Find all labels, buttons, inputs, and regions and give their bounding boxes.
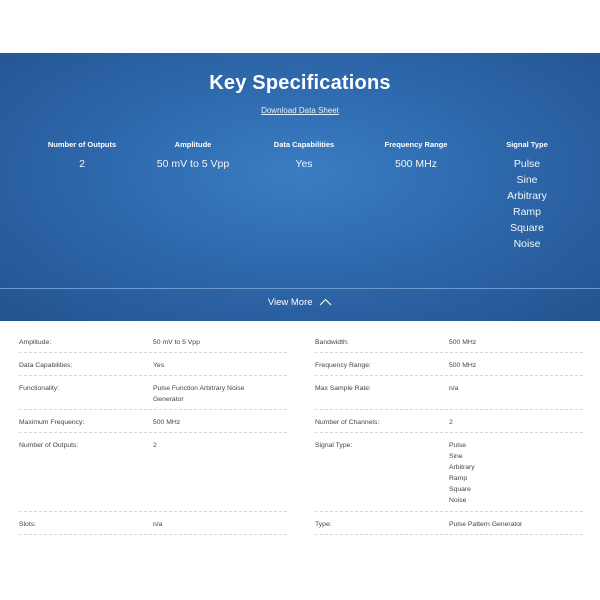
spec-value: 50 mV to 5 Vpp xyxy=(156,158,230,170)
spec-row-label: Number of Channels: xyxy=(315,419,380,426)
spec-row-value: Ramp xyxy=(449,475,468,482)
spec-row-value: Pulse xyxy=(449,442,467,449)
spec-row-label: Number of Outputs: xyxy=(19,442,79,449)
spec-label: Amplitude xyxy=(174,140,212,149)
spec-label: Frequency Range xyxy=(384,140,448,149)
specifications-right-column xyxy=(315,330,583,535)
spec-row-value: Square xyxy=(449,486,471,493)
spec-row-label: Amplitude: xyxy=(19,339,52,346)
spec-row-maximum-frequency xyxy=(19,410,287,433)
key-specifications-banner xyxy=(0,53,600,321)
banner-title: Key Specifications xyxy=(209,72,391,94)
banner-divider xyxy=(0,288,600,289)
spec-row-value: Generator xyxy=(153,396,184,403)
spec-row-label: Type: xyxy=(315,521,332,528)
spec-label: Signal Type xyxy=(506,140,548,149)
spec-value: Yes xyxy=(295,158,313,170)
spec-value: Ramp xyxy=(512,206,541,218)
spec-row-max-sample-rate xyxy=(315,376,583,410)
spec-row-value: n/a xyxy=(449,385,459,392)
spec-value: 500 MHz xyxy=(394,158,437,170)
spec-row-value: Pulse Function Arbitrary Noise xyxy=(153,385,245,392)
spec-signal-type xyxy=(472,140,582,252)
spec-value: Pulse xyxy=(513,158,541,170)
spec-row-value: Pulse Pattern Generator xyxy=(449,521,523,528)
spec-row-label: Slots: xyxy=(19,521,36,528)
view-more-label: View More xyxy=(267,297,313,308)
spec-row-bandwidth xyxy=(315,330,583,353)
spec-row-slots xyxy=(19,512,287,535)
spec-value: 2 xyxy=(79,158,85,170)
spec-row-signal-type xyxy=(315,433,583,512)
spec-value: Noise xyxy=(513,238,541,250)
spec-row-label: Data Capabilities: xyxy=(19,362,73,369)
spec-value: Square xyxy=(510,222,544,234)
spec-row-value: 500 MHz xyxy=(153,419,181,426)
spec-row-label: Maximum Frequency: xyxy=(19,419,85,426)
spec-label: Number of Outputs xyxy=(47,140,117,149)
spec-label: Data Capabilities xyxy=(273,140,335,149)
spec-row-number-of-channels xyxy=(315,410,583,433)
spec-row-value: n/a xyxy=(153,521,163,528)
spec-row-value: 500 MHz xyxy=(449,339,477,346)
spec-row-value: Yes xyxy=(153,362,165,369)
spec-number-of-outputs xyxy=(27,140,137,172)
spec-row-value: Sine xyxy=(449,453,463,460)
spec-frequency-range xyxy=(361,140,471,172)
spec-row-number-of-outputs xyxy=(19,433,287,512)
spec-amplitude xyxy=(138,140,248,172)
spec-row-frequency-range xyxy=(315,353,583,376)
spec-row-label: Functionality: xyxy=(19,385,60,392)
spec-row-amplitude xyxy=(19,330,287,353)
spec-row-label: Max Sample Rate: xyxy=(315,385,371,392)
spec-row-value: 500 MHz xyxy=(449,362,477,369)
spec-row-value: Noise xyxy=(449,497,467,504)
spec-value: Sine xyxy=(516,174,538,186)
spec-row-label: Frequency Range: xyxy=(315,362,371,369)
spec-row-label: Signal Type: xyxy=(315,442,353,449)
spec-row-value: 2 xyxy=(153,442,157,449)
view-more-button[interactable] xyxy=(0,297,600,308)
specifications-left-column xyxy=(19,330,287,535)
spec-row-value: Arbitrary xyxy=(449,464,475,471)
spec-value: Arbitrary xyxy=(507,190,547,202)
spec-data-capabilities xyxy=(249,140,359,172)
spec-row-type xyxy=(315,512,583,535)
spec-row-data-capabilities xyxy=(19,353,287,376)
spec-row-functionality xyxy=(19,376,287,410)
chevron-up-icon xyxy=(319,298,332,306)
download-data-sheet-link[interactable]: Download Data Sheet xyxy=(261,106,339,115)
spec-row-value: 50 mV to 5 Vpp xyxy=(153,339,200,346)
spec-row-value: 2 xyxy=(449,419,453,426)
spec-row-label: Bandwidth: xyxy=(315,339,349,346)
